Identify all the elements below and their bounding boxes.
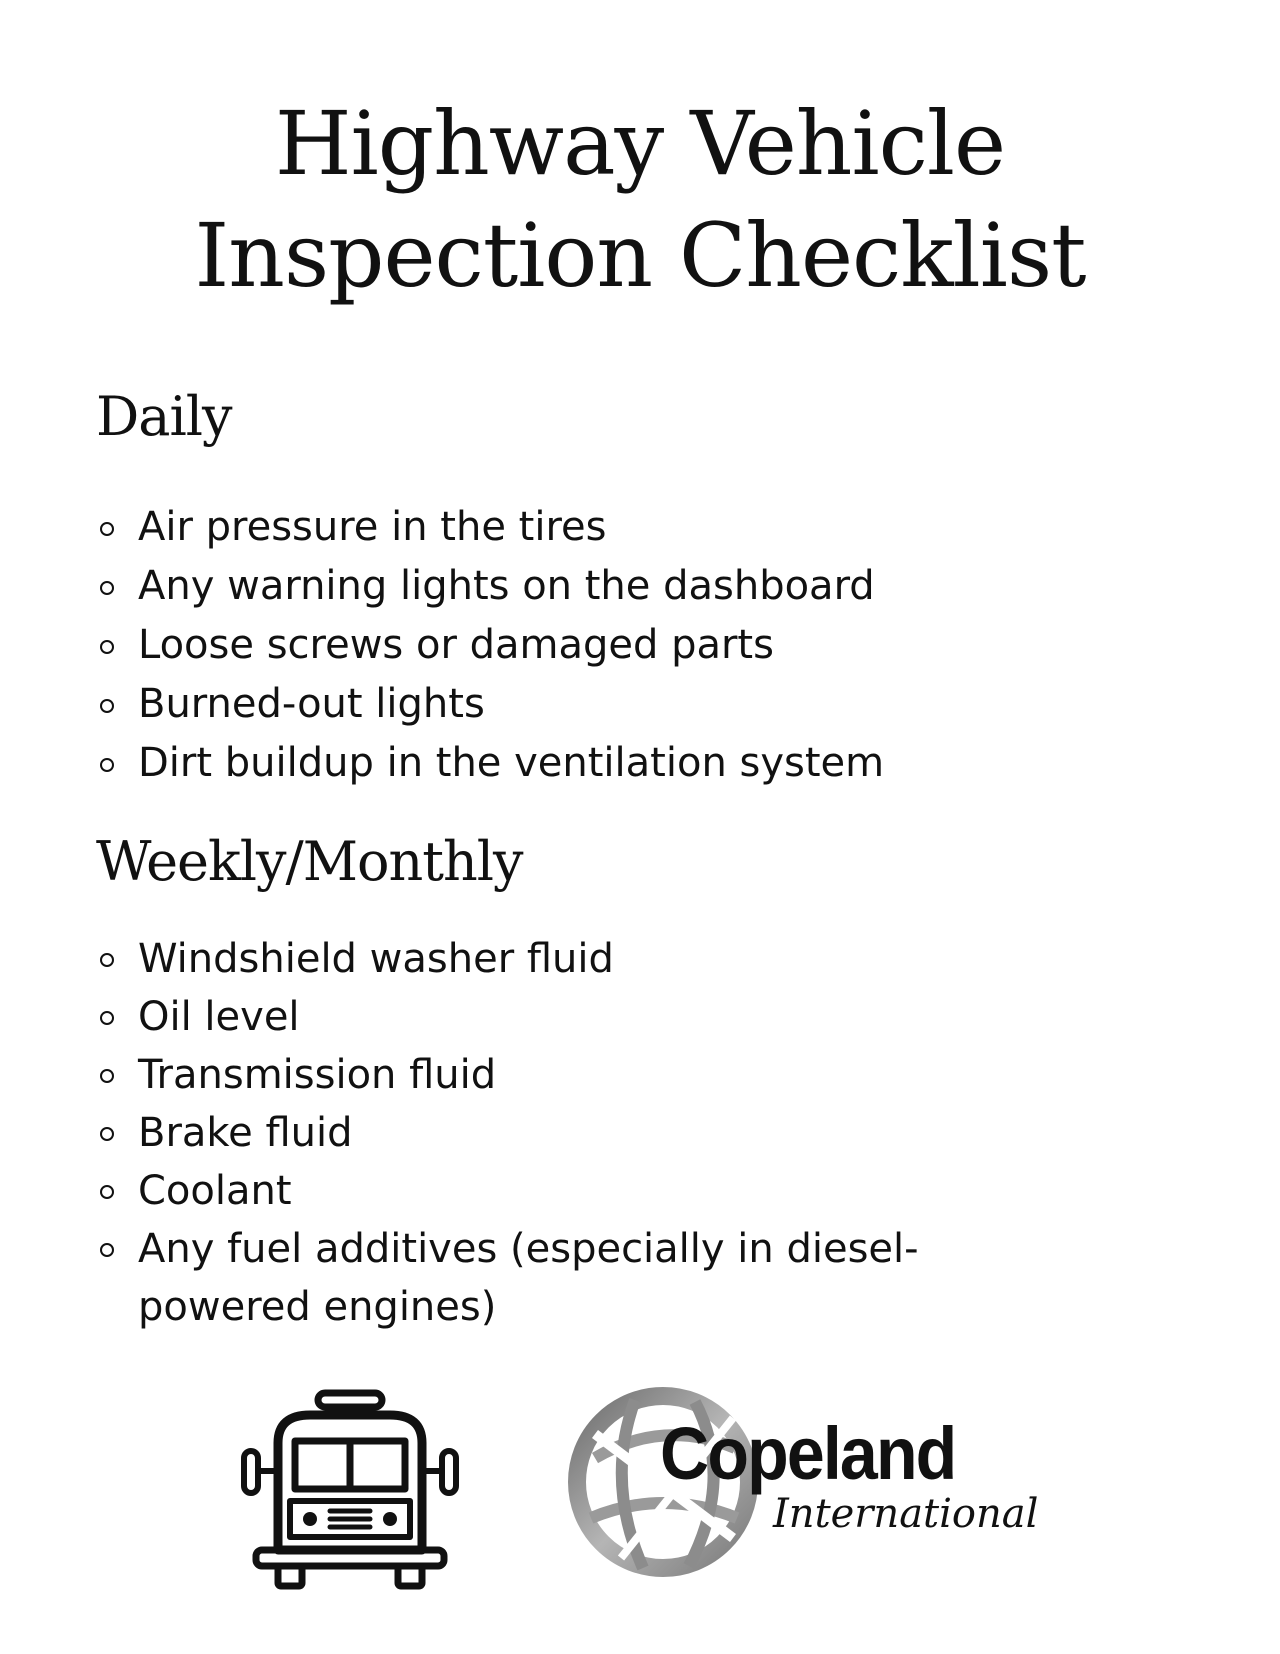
checklist-item-text: Burned-out lights — [138, 681, 485, 727]
checklist-item-text: Any fuel additives (especially in diesel-powered engines) — [138, 1226, 919, 1330]
daily-checklist — [96, 498, 996, 793]
bullet-icon — [100, 1011, 114, 1025]
weekly-monthly-heading: Weekly/Monthly — [96, 830, 523, 893]
bullet-icon — [100, 1243, 114, 1257]
checklist-item-text: Coolant — [138, 1168, 292, 1214]
checklist-item — [96, 988, 996, 1046]
bullet-icon — [100, 522, 114, 536]
checklist-item — [96, 930, 996, 988]
checklist-item-text: Air pressure in the tires — [138, 504, 607, 550]
checklist-item — [96, 557, 996, 616]
bullet-icon — [100, 1185, 114, 1199]
weekly-monthly-checklist — [96, 930, 996, 1336]
checklist-item — [96, 675, 996, 734]
checklist-item — [96, 734, 996, 793]
checklist-item — [96, 1046, 996, 1104]
checklist-item-text: Any warning lights on the dashboard — [138, 563, 875, 609]
bullet-icon — [100, 953, 114, 967]
checklist-item — [96, 616, 996, 675]
logo-subtitle: International — [773, 1491, 1039, 1537]
logo-name: Copeland — [660, 1412, 956, 1495]
bullet-icon — [100, 1127, 114, 1141]
checklist-item — [96, 1220, 996, 1336]
checklist-item-text: Oil level — [138, 994, 300, 1040]
bullet-icon — [100, 758, 114, 772]
title-line-1: Highway Vehicle — [274, 92, 1006, 195]
title-line-2: Inspection Checklist — [194, 204, 1086, 307]
checklist-item — [96, 498, 996, 557]
bullet-icon — [100, 581, 114, 595]
daily-heading: Daily — [96, 385, 232, 448]
school-bus-icon — [240, 1385, 460, 1590]
page-title — [0, 88, 1280, 312]
bullet-icon — [100, 699, 114, 713]
checklist-item-text: Windshield washer fluid — [138, 936, 614, 982]
copeland-international-logo — [565, 1378, 1085, 1588]
bullet-icon — [100, 640, 114, 654]
checklist-item-text: Transmission fluid — [138, 1052, 497, 1098]
checklist-item-text: Brake fluid — [138, 1110, 353, 1156]
checklist-item-text: Loose screws or damaged parts — [138, 622, 774, 668]
checklist-item-text: Dirt buildup in the ventilation system — [138, 740, 885, 786]
checklist-item — [96, 1104, 996, 1162]
bullet-icon — [100, 1069, 114, 1083]
checklist-item — [96, 1162, 996, 1220]
